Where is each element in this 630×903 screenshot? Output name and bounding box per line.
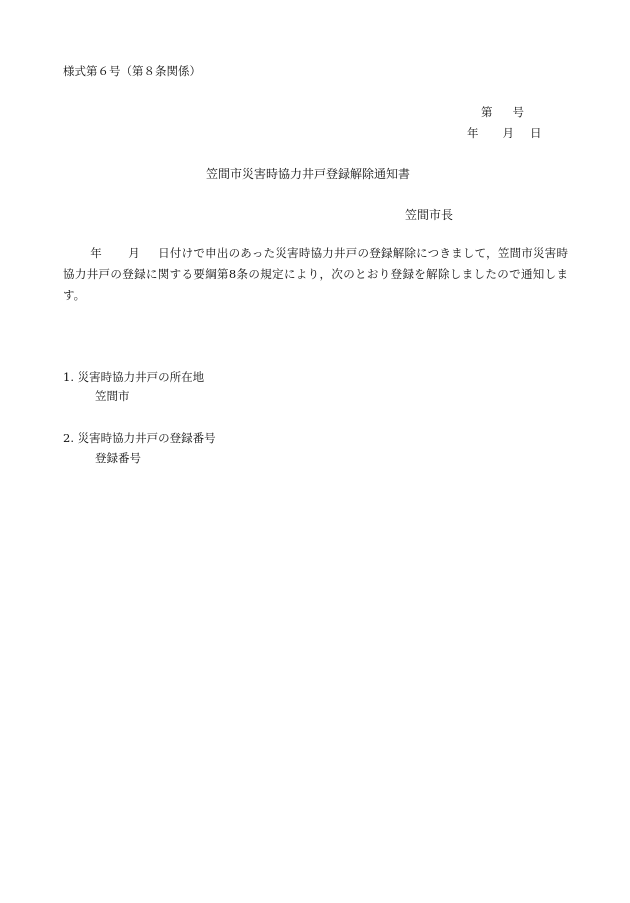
form-number: 様式第６号（第８条関係）: [63, 64, 201, 78]
issuer-name: 笠間市長: [405, 208, 454, 222]
item-heading-location: 1. 災害時協力井戸の所在地: [63, 370, 205, 384]
date-year-label: 年: [467, 126, 479, 140]
document-title: 笠間市災害時協力井戸登録解除通知書: [206, 167, 411, 181]
number-label-dai: 第: [481, 105, 493, 119]
notice-body: [63, 243, 568, 306]
date-day-label: 日: [530, 126, 542, 140]
body-month-label: 月: [127, 246, 140, 260]
document-number-line: [481, 107, 524, 119]
item-heading-registration-number: 2. 災害時協力井戸の登録番号: [63, 431, 216, 445]
item-value-location: 笠間市: [95, 389, 130, 403]
date-month-label: 月: [502, 126, 514, 140]
body-year-label: 年: [90, 246, 102, 260]
number-label-go: 号: [512, 105, 524, 119]
body-text: 日付けで申出のあった災害時協力井戸の登録解除につきまして，笠間市災害時協力井戸の登録に関する要綱第8条の規定により，次のとおり登録を解除しましたので通知します。: [63, 246, 569, 302]
item-value-registration-number: 登録番号: [95, 451, 141, 465]
date-line: [467, 128, 542, 140]
